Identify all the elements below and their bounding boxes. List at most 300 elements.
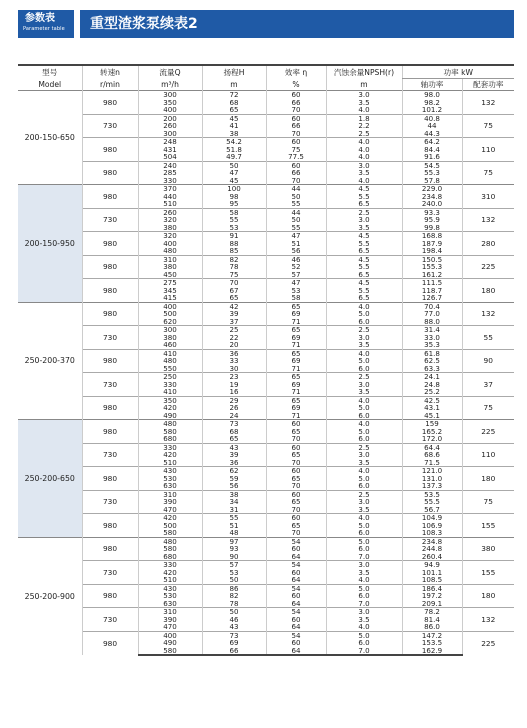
npsh-cell: 4.5 (326, 232, 402, 240)
flow-cell: 330 (138, 177, 202, 185)
shaft-power-cell: 118.7 (402, 287, 462, 295)
motor-power-cell: 155 (462, 561, 514, 585)
flow-cell: 420 (138, 569, 202, 577)
efficiency-cell: 69 (266, 357, 326, 365)
efficiency-cell: 55 (266, 224, 326, 232)
shaft-power-cell: 99.8 (402, 224, 462, 232)
shaft-power-cell: 88.0 (402, 318, 462, 326)
shaft-power-cell: 137.3 (402, 482, 462, 490)
npsh-cell: 3.5 (326, 224, 402, 232)
npsh-cell: 7.0 (326, 600, 402, 608)
npsh-cell: 6.5 (326, 294, 402, 302)
head-cell: 100 (202, 185, 266, 193)
flow-cell: 345 (138, 287, 202, 295)
speed-cell: 980 (82, 255, 138, 279)
title-bar (80, 10, 514, 38)
head-cell: 69 (202, 639, 266, 647)
head-cell: 55 (202, 514, 266, 522)
speed-cell: 980 (82, 396, 138, 420)
npsh-cell: 6.5 (326, 271, 402, 279)
flow-cell: 380 (138, 334, 202, 342)
efficiency-cell: 71 (266, 341, 326, 349)
flow-cell: 430 (138, 467, 202, 475)
flow-cell: 580 (138, 529, 202, 537)
npsh-cell: 3.0 (326, 561, 402, 569)
flow-cell: 390 (138, 616, 202, 624)
efficiency-cell: 60 (266, 616, 326, 624)
npsh-cell: 5.5 (326, 263, 402, 271)
efficiency-cell: 70 (266, 435, 326, 443)
efficiency-cell: 60 (266, 490, 326, 498)
header-npsh-unit: m (326, 79, 402, 91)
efficiency-cell: 58 (266, 294, 326, 302)
motor-power-cell: 225 (462, 420, 514, 444)
shaft-power-cell: 260.4 (402, 553, 462, 561)
model-cell: 250-200-650 (18, 420, 82, 538)
efficiency-cell: 71 (266, 412, 326, 420)
head-cell: 56 (202, 482, 266, 490)
shaft-power-cell: 234.8 (402, 537, 462, 545)
flow-cell: 415 (138, 294, 202, 302)
shaft-power-cell: 91.6 (402, 153, 462, 161)
npsh-cell: 4.0 (326, 623, 402, 631)
npsh-cell: 3.0 (326, 381, 402, 389)
head-cell: 31 (202, 506, 266, 514)
motor-power-cell: 132 (462, 302, 514, 326)
shaft-power-cell: 187.9 (402, 240, 462, 248)
efficiency-cell: 51 (266, 240, 326, 248)
motor-power-cell: 180 (462, 279, 514, 303)
head-cell: 34 (202, 498, 266, 506)
shaft-power-cell: 63.3 (402, 365, 462, 373)
flow-cell: 300 (138, 91, 202, 99)
npsh-cell: 3.5 (326, 99, 402, 107)
shaft-power-cell: 86.0 (402, 623, 462, 631)
flow-cell: 350 (138, 396, 202, 404)
motor-power-cell: 75 (462, 396, 514, 420)
flow-cell: 530 (138, 475, 202, 483)
npsh-cell: 3.0 (326, 451, 402, 459)
npsh-cell: 3.0 (326, 334, 402, 342)
head-cell: 50 (202, 161, 266, 169)
flow-cell: 460 (138, 341, 202, 349)
flow-cell: 410 (138, 388, 202, 396)
head-cell: 49.7 (202, 153, 266, 161)
flow-cell: 630 (138, 482, 202, 490)
head-cell: 48 (202, 529, 266, 537)
efficiency-cell: 65 (266, 451, 326, 459)
efficiency-cell: 77.5 (266, 153, 326, 161)
page-header (0, 0, 527, 44)
header-npsh-cn: 汽蚀余量NPSH(r) (326, 65, 402, 79)
shaft-power-cell: 44 (402, 122, 462, 130)
parameter-badge (18, 10, 74, 38)
head-cell: 75 (202, 271, 266, 279)
speed-cell: 730 (82, 608, 138, 632)
head-cell: 72 (202, 91, 266, 99)
head-cell: 47 (202, 169, 266, 177)
efficiency-cell: 65 (266, 326, 326, 334)
efficiency-cell: 65 (266, 522, 326, 530)
npsh-cell: 4.5 (326, 279, 402, 287)
header-head-unit: m (202, 79, 266, 91)
head-cell: 43 (202, 443, 266, 451)
shaft-power-cell: 44.3 (402, 130, 462, 138)
shaft-power-cell: 98.2 (402, 99, 462, 107)
header-model-cn: 型号 (42, 67, 58, 77)
flow-cell: 440 (138, 193, 202, 201)
flow-cell: 330 (138, 381, 202, 389)
efficiency-cell: 60 (266, 592, 326, 600)
efficiency-cell: 65 (266, 302, 326, 310)
head-cell: 51.8 (202, 146, 266, 154)
head-cell: 36 (202, 349, 266, 357)
efficiency-cell: 54 (266, 561, 326, 569)
header-motor-power: 配套功率 (462, 79, 514, 91)
flow-cell: 680 (138, 553, 202, 561)
shaft-power-cell: 101.2 (402, 106, 462, 114)
shaft-power-cell: 62.5 (402, 357, 462, 365)
flow-cell: 490 (138, 639, 202, 647)
flow-cell: 330 (138, 443, 202, 451)
efficiency-cell: 69 (266, 334, 326, 342)
model-cell: 200-150-950 (18, 185, 82, 303)
npsh-cell: 3.5 (326, 341, 402, 349)
efficiency-cell: 70 (266, 130, 326, 138)
efficiency-cell: 66 (266, 99, 326, 107)
npsh-cell: 6.0 (326, 435, 402, 443)
header-flow-unit: m³/h (138, 79, 202, 91)
flow-cell: 310 (138, 255, 202, 263)
head-cell: 29 (202, 396, 266, 404)
efficiency-cell: 70 (266, 177, 326, 185)
motor-power-cell: 132 (462, 91, 514, 115)
head-cell: 25 (202, 326, 266, 334)
speed-cell: 980 (82, 161, 138, 185)
head-cell: 68 (202, 428, 266, 436)
npsh-cell: 5.0 (326, 310, 402, 318)
motor-power-cell: 110 (462, 138, 514, 162)
efficiency-cell: 60 (266, 569, 326, 577)
shaft-power-cell: 25.2 (402, 388, 462, 396)
npsh-cell: 6.0 (326, 639, 402, 647)
flow-cell: 400 (138, 302, 202, 310)
npsh-cell: 5.0 (326, 522, 402, 530)
flow-cell: 310 (138, 608, 202, 616)
shaft-power-cell: 55.3 (402, 169, 462, 177)
efficiency-cell: 69 (266, 381, 326, 389)
flow-cell: 248 (138, 138, 202, 146)
shaft-power-cell: 234.8 (402, 193, 462, 201)
speed-cell: 980 (82, 514, 138, 538)
shaft-power-cell: 98.0 (402, 91, 462, 99)
flow-cell: 580 (138, 428, 202, 436)
head-cell: 57 (202, 561, 266, 569)
shaft-power-cell: 153.5 (402, 639, 462, 647)
flow-cell: 490 (138, 412, 202, 420)
npsh-cell: 6.0 (326, 545, 402, 553)
head-cell: 37 (202, 318, 266, 326)
head-cell: 51 (202, 522, 266, 530)
head-cell: 20 (202, 341, 266, 349)
flow-cell: 250 (138, 373, 202, 381)
motor-power-cell: 132 (462, 208, 514, 232)
efficiency-cell: 60 (266, 138, 326, 146)
motor-power-cell: 280 (462, 232, 514, 256)
head-cell: 65 (202, 106, 266, 114)
speed-cell: 730 (82, 373, 138, 397)
npsh-cell: 5.0 (326, 631, 402, 639)
motor-power-cell: 155 (462, 514, 514, 538)
efficiency-cell: 66 (266, 169, 326, 177)
npsh-cell: 6.0 (326, 412, 402, 420)
head-cell: 16 (202, 388, 266, 396)
efficiency-cell: 54 (266, 608, 326, 616)
shaft-power-cell: 42.5 (402, 396, 462, 404)
npsh-cell: 4.5 (326, 185, 402, 193)
shaft-power-cell: 161.2 (402, 271, 462, 279)
npsh-cell: 5.5 (326, 240, 402, 248)
efficiency-cell: 47 (266, 279, 326, 287)
parameter-table (18, 64, 514, 656)
shaft-power-cell: 162.9 (402, 647, 462, 656)
speed-cell: 980 (82, 467, 138, 491)
npsh-cell: 6.0 (326, 482, 402, 490)
speed-cell: 980 (82, 138, 138, 162)
npsh-cell: 3.5 (326, 506, 402, 514)
speed-cell: 980 (82, 420, 138, 444)
efficiency-cell: 64 (266, 576, 326, 584)
shaft-power-cell: 45.1 (402, 412, 462, 420)
shaft-power-cell: 43.1 (402, 404, 462, 412)
head-cell: 82 (202, 255, 266, 263)
head-cell: 73 (202, 631, 266, 639)
shaft-power-cell: 244.8 (402, 545, 462, 553)
badge-title: 参数表 (25, 13, 55, 24)
npsh-cell: 3.0 (326, 216, 402, 224)
shaft-power-cell: 64.4 (402, 443, 462, 451)
shaft-power-cell: 168.8 (402, 232, 462, 240)
npsh-cell: 5.5 (326, 287, 402, 295)
header-eff-unit: % (266, 79, 326, 91)
efficiency-cell: 54 (266, 631, 326, 639)
flow-cell: 240 (138, 161, 202, 169)
head-cell: 41 (202, 122, 266, 130)
efficiency-cell: 52 (266, 263, 326, 271)
shaft-power-cell: 172.0 (402, 435, 462, 443)
flow-cell: 510 (138, 459, 202, 467)
head-cell: 30 (202, 365, 266, 373)
motor-power-cell: 180 (462, 584, 514, 608)
shaft-power-cell: 106.9 (402, 522, 462, 530)
flow-cell: 420 (138, 451, 202, 459)
npsh-cell: 4.0 (326, 576, 402, 584)
flow-cell: 300 (138, 326, 202, 334)
shaft-power-cell: 108.5 (402, 576, 462, 584)
head-cell: 39 (202, 451, 266, 459)
head-cell: 66 (202, 647, 266, 656)
shaft-power-cell: 31.4 (402, 326, 462, 334)
shaft-power-cell: 111.5 (402, 279, 462, 287)
shaft-power-cell: 165.2 (402, 428, 462, 436)
npsh-cell: 6.0 (326, 592, 402, 600)
head-cell: 39 (202, 310, 266, 318)
head-cell: 82 (202, 592, 266, 600)
head-cell: 65 (202, 435, 266, 443)
head-cell: 73 (202, 420, 266, 428)
header-eff-cn: 效率 η (266, 65, 326, 79)
efficiency-cell: 46 (266, 255, 326, 263)
efficiency-cell: 56 (266, 247, 326, 255)
flow-cell: 630 (138, 600, 202, 608)
npsh-cell: 2.5 (326, 373, 402, 381)
model-cell: 250-200-900 (18, 537, 82, 655)
npsh-cell: 4.0 (326, 138, 402, 146)
efficiency-cell: 70 (266, 106, 326, 114)
npsh-cell: 2.5 (326, 130, 402, 138)
npsh-cell: 3.0 (326, 498, 402, 506)
motor-power-cell: 75 (462, 490, 514, 514)
flow-cell: 320 (138, 232, 202, 240)
speed-cell: 980 (82, 185, 138, 209)
flow-cell: 530 (138, 592, 202, 600)
shaft-power-cell: 94.9 (402, 561, 462, 569)
flow-cell: 380 (138, 224, 202, 232)
shaft-power-cell: 55.5 (402, 498, 462, 506)
efficiency-cell: 66 (266, 122, 326, 130)
shaft-power-cell: 78.2 (402, 608, 462, 616)
efficiency-cell: 70 (266, 459, 326, 467)
shaft-power-cell: 198.4 (402, 247, 462, 255)
efficiency-cell: 64 (266, 600, 326, 608)
model-cell: 250-200-370 (18, 302, 82, 420)
head-cell: 54.2 (202, 138, 266, 146)
shaft-power-cell: 54.5 (402, 161, 462, 169)
shaft-power-cell: 81.4 (402, 616, 462, 624)
shaft-power-cell: 53.5 (402, 490, 462, 498)
flow-cell: 430 (138, 584, 202, 592)
shaft-power-cell: 64.2 (402, 138, 462, 146)
flow-cell: 504 (138, 153, 202, 161)
shaft-power-cell: 126.7 (402, 294, 462, 302)
flow-cell: 310 (138, 490, 202, 498)
npsh-cell: 4.0 (326, 302, 402, 310)
npsh-cell: 3.5 (326, 169, 402, 177)
flow-cell: 390 (138, 498, 202, 506)
efficiency-cell: 53 (266, 287, 326, 295)
efficiency-cell: 70 (266, 506, 326, 514)
shaft-power-cell: 197.2 (402, 592, 462, 600)
efficiency-cell: 65 (266, 475, 326, 483)
shaft-power-cell: 150.5 (402, 255, 462, 263)
motor-power-cell: 132 (462, 608, 514, 632)
flow-cell: 580 (138, 545, 202, 553)
flow-cell: 450 (138, 271, 202, 279)
efficiency-cell: 60 (266, 545, 326, 553)
efficiency-cell: 71 (266, 388, 326, 396)
efficiency-cell: 44 (266, 185, 326, 193)
efficiency-cell: 60 (266, 114, 326, 122)
npsh-cell: 7.0 (326, 553, 402, 561)
head-cell: 59 (202, 475, 266, 483)
header-speed-unit: r/min (82, 79, 138, 91)
head-cell: 55 (202, 216, 266, 224)
speed-cell: 730 (82, 114, 138, 138)
shaft-power-cell: 70.4 (402, 302, 462, 310)
shaft-power-cell: 240.0 (402, 200, 462, 208)
head-cell: 45 (202, 177, 266, 185)
npsh-cell: 7.0 (326, 647, 402, 656)
shaft-power-cell: 104.9 (402, 514, 462, 522)
npsh-cell: 3.0 (326, 161, 402, 169)
head-cell: 85 (202, 247, 266, 255)
shaft-power-cell: 101.1 (402, 569, 462, 577)
efficiency-cell: 71 (266, 318, 326, 326)
header-power-cn: 功率 kW (402, 65, 514, 79)
speed-cell: 980 (82, 584, 138, 608)
efficiency-cell: 64 (266, 623, 326, 631)
flow-cell: 510 (138, 576, 202, 584)
npsh-cell: 1.8 (326, 114, 402, 122)
header-speed-cn: 转速n (82, 65, 138, 79)
efficiency-cell: 65 (266, 373, 326, 381)
npsh-cell: 4.0 (326, 467, 402, 475)
speed-cell: 980 (82, 302, 138, 326)
npsh-cell: 5.0 (326, 584, 402, 592)
shaft-power-cell: 77.0 (402, 310, 462, 318)
flow-cell: 480 (138, 357, 202, 365)
flow-cell: 275 (138, 279, 202, 287)
shaft-power-cell: 159 (402, 420, 462, 428)
head-cell: 88 (202, 240, 266, 248)
npsh-cell: 2.5 (326, 490, 402, 498)
shaft-power-cell: 24.8 (402, 381, 462, 389)
npsh-cell: 3.5 (326, 616, 402, 624)
efficiency-cell: 55 (266, 200, 326, 208)
efficiency-cell: 54 (266, 584, 326, 592)
efficiency-cell: 64 (266, 647, 326, 656)
motor-power-cell: 75 (462, 161, 514, 185)
npsh-cell: 6.5 (326, 247, 402, 255)
motor-power-cell: 55 (462, 326, 514, 350)
npsh-cell: 6.0 (326, 365, 402, 373)
speed-cell: 980 (82, 537, 138, 561)
flow-cell: 500 (138, 310, 202, 318)
flow-cell: 420 (138, 404, 202, 412)
flow-cell: 260 (138, 122, 202, 130)
npsh-cell: 5.0 (326, 537, 402, 545)
flow-cell: 410 (138, 349, 202, 357)
head-cell: 70 (202, 279, 266, 287)
head-cell: 38 (202, 130, 266, 138)
npsh-cell: 4.0 (326, 177, 402, 185)
head-cell: 45 (202, 114, 266, 122)
motor-power-cell: 90 (462, 349, 514, 373)
flow-cell: 350 (138, 99, 202, 107)
npsh-cell: 5.0 (326, 404, 402, 412)
efficiency-cell: 60 (266, 467, 326, 475)
npsh-cell: 4.0 (326, 349, 402, 357)
speed-cell: 730 (82, 443, 138, 467)
motor-power-cell: 380 (462, 537, 514, 561)
flow-cell: 480 (138, 420, 202, 428)
shaft-power-cell: 24.1 (402, 373, 462, 381)
speed-cell: 980 (82, 349, 138, 373)
flow-cell: 680 (138, 435, 202, 443)
efficiency-cell: 50 (266, 216, 326, 224)
motor-power-cell: 75 (462, 114, 514, 138)
npsh-cell: 5.0 (326, 475, 402, 483)
